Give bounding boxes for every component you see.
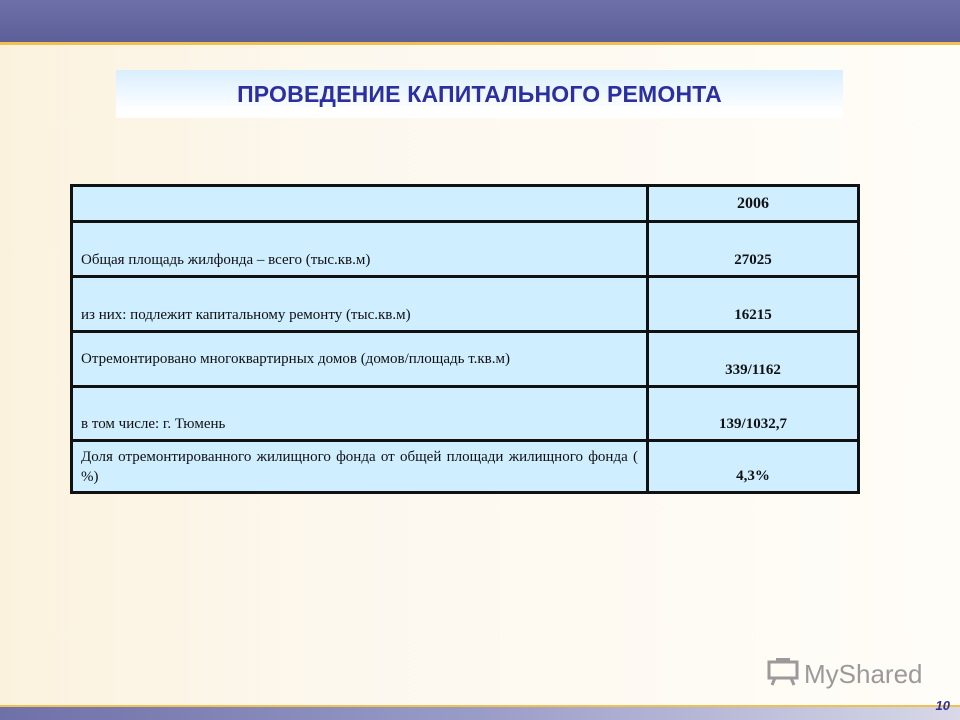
slide-title: ПРОВЕДЕНИЕ КАПИТАЛЬНОГО РЕМОНТА (237, 80, 722, 107)
table-row-label: из них: подлежит капитальному ремонту (тыс.кв.м) (73, 278, 646, 330)
data-table (70, 184, 860, 494)
table-row-label: Доля отремонтированного жилищного фонда от общей площади жилищного фонда ( %) (73, 442, 646, 491)
table-row-label: Общая площадь жилфонда – всего (тыс.кв.м) (73, 223, 646, 275)
projector-icon (766, 656, 800, 693)
table-header-empty (73, 187, 646, 220)
table-row-value: 339/1162 (649, 333, 857, 385)
page-number: 10 (935, 698, 950, 713)
bottom-footer-bar (0, 705, 960, 720)
table-row-value: 139/1032,7 (649, 388, 857, 439)
table-header-year: 2006 (649, 187, 857, 220)
table-row-value: 27025 (649, 223, 857, 275)
watermark-text: MyShared (804, 658, 923, 689)
footer-accent-line (0, 705, 960, 707)
table-row-label: в том числе: г. Тюмень (73, 388, 646, 439)
top-header-bar (0, 0, 960, 42)
table-row-value: 4,3% (649, 442, 857, 491)
table-row-label: Отремонтировано многоквартирных домов (домов/площадь т.кв.м) (73, 333, 646, 385)
table-row-value: 16215 (649, 278, 857, 330)
watermark-logo (766, 656, 923, 692)
title-banner (116, 70, 843, 118)
